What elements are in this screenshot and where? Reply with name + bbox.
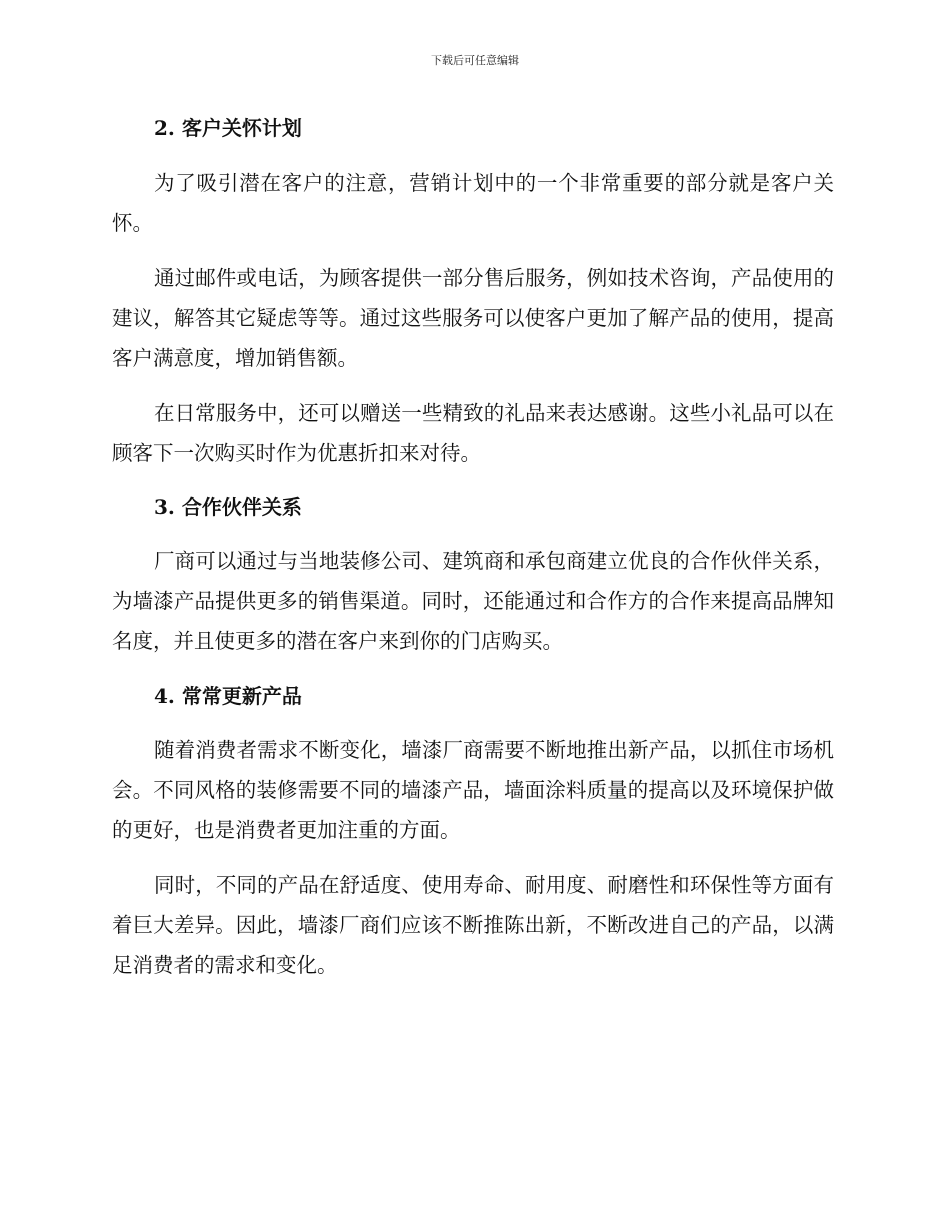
paragraph: 厂商可以通过与当地装修公司、建筑商和承包商建立优良的合作伙伴关系，为墙漆产品提供更多的销售渠道。同时，还能通过和合作方的合作来提高品牌知名度，并且使更多的潜在客户来到你的门店购买。 [112,549,834,653]
section-partnerships [112,487,834,661]
paragraph: 通过邮件或电话，为顾客提供一部分售后服务，例如技术咨询，产品使用的建议，解答其它疑虑等等。通过这些服务可以使客户更加了解产品的使用，提高客户满意度，增加销售额。 [112,266,834,370]
paragraph: 同时，不同的产品在舒适度、使用寿命、耐用度、耐磨性和环保性等方面有着巨大差异。因此，墙漆厂商们应该不断推陈出新，不断改进自己的产品，以满足消费者的需求和变化。 [112,873,834,977]
document-body [112,108,834,985]
paragraph: 随着消费者需求不断变化，墙漆厂商需要不断地推出新产品，以抓住市场机会。不同风格的装修需要不同的墙漆产品，墙面涂料质量的提高以及环境保护做的更好，也是消费者更加注重的方面。 [112,738,834,842]
section-customer-care [112,108,834,473]
section-product-updates [112,676,834,985]
paragraph: 在日常服务中，还可以赠送一些精致的礼品来表达感谢。这些小礼品可以在顾客下一次购买时作为优惠折扣来对待。 [112,401,834,465]
section-heading: 3. 合作伙伴关系 [154,495,302,519]
paragraph: 为了吸引潜在客户的注意，营销计划中的一个非常重要的部分就是客户关怀。 [112,171,834,235]
section-heading: 4. 常常更新产品 [154,684,302,708]
section-heading: 2. 客户关怀计划 [154,116,302,140]
page-header: 下载后可任意编辑 [431,54,519,67]
